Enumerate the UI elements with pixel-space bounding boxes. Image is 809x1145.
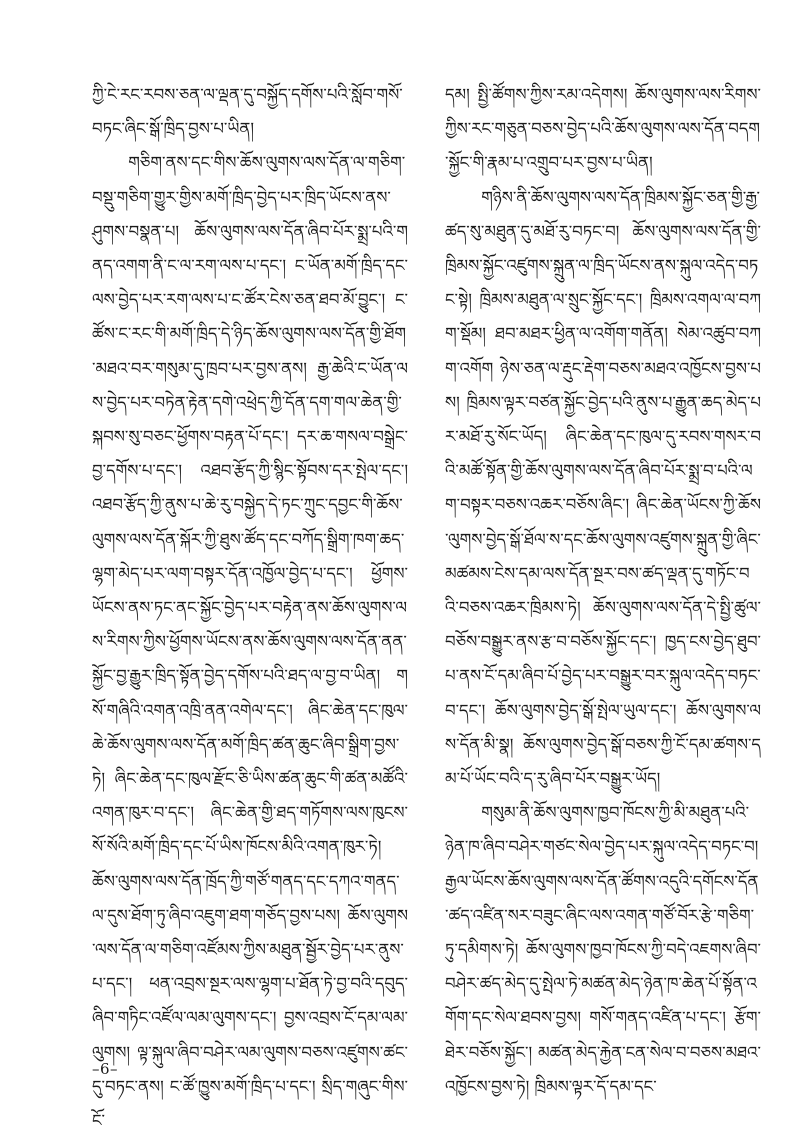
right-paragraph-2: གཉིས་ནི་ཆོས་ལུགས་ལས་དོན་ཁྲིམས་སྐྱོང་ཅན་གྱི་རྒྱ་ཚད་སུ་མཐུན་དུ་མཐོ་རུ་བཏང་བ། ཆོས་ལུགས་ལས་དོན་གྱི་ཁྲིམས་སྐྱོང་འཛུགས་སྐྲུན་ལ་ཁྲིད་ཡོངས་ནས་སྐུལ་འདེད་བཏང་སྟེ། ཁྲིམས་མཐུན་ལ་སྲུང་སྐྱོང་དང་། ཁྲིམས་འགལ་ལ་བཀག་སྡོམ། ཐབ་མཐར་ཕྱིན་ལ་འགོག་གནོན། སེམ་འཚུབ་བཀག་འགོག ཉེས་ཅན་ལ་རྡུང་རྡེག་བཅས་མཐའ་འཁྱོངས་བྱས་པས། ཁྲིམས་ལྟར་བཙན་སྐྱོང་བྱེད་པའི་ནུས་པ་རྒྱུན་ཆད་མེད་པར་མཐོ་རུ་སོང་ཡོད། ཞིང་ཆེན་དང་ཁུལ་དུ་རབས་གསར་བའི་མཚོ་སྟོན་གྱི་ཆོས་ལུགས་ལས་དོན་ཞིབ་པོར་སྨྲ་བ་པའི་ལག་བསྟར་བཅས་འཆར་བཅོས་ཞིང་། ཞིང་ཆེན་ཡོངས་ཀྱི་ཆོས་ལུགས་བྱེད་སྒོ་ཐོལ་ས་དང་ཆོས་ལུགས་འཛུགས་སྐྲུན་གྱི་ཞིང་མཚམས་ངེས་དམ་ལས་དོན་སྔར་བས་ཚད་ལྡན་དུ་གཏོང་བའི་བཅས་འཆར་ཁྲིམས་ཏེ། ཆོས་ལུགས་ལས་དོན་དེ་སྤྱི་ཚུལ་བཅོས་བསྒྱུར་ནས་རྩ་བ་བཅོས་སྐྱོང་དང་། ཁྱད་ངས་བྱེད་ཐུབ་པ་ནས་ངོ་དམ་ཞིབ་པོ་བྱེད་པར་བསྒྱུར་བར་སྐུལ་འདེད་བཏང་བ་དང་། ཆོས་ལུགས་བྱེད་སྒོ་སྤེལ་ཡུལ་དང་། ཆོས་ལུགས་ལས་དོན་མི་སྣ། ཆོས་ལུགས་བྱེད་སྒོ་བཅས་ཀྱི་ངོ་དམ་ཚགས་དམ་པོ་ཡོང་བའི་ད་རུ་ཞིབ་པོར་བསྒྱུར་ཡོད། bbox=[445, 187, 761, 789]
right-paragraph-1: དམ། སྤྱི་ཚོགས་ཀྱིས་རམ་འདེགས། ཆོས་ལུགས་ལས་རིགས་ཀྱིས་རང་གཅུན་བཅས་བྱེད་པའི་ཆོས་ལུགས་ལས་དོན་བདག་སྐྱོང་གི་རྣམ་པ་འགྲུབ་པར་བྱས་པ་ཡིན། bbox=[445, 85, 761, 173]
left-column bbox=[92, 78, 408, 1138]
left-paragraph-2: གཅིག་ནས་དང་གིས་ཆོས་ལུགས་ལས་དོན་ལ་གཅིག་བསྡུ་གཅིག་གྱུར་གྱིས་མགོ་ཁྲིད་བྱེད་པར་ཁྲིད་ཡོངས་ནས་ཤུགས་བསྣན་པ། ཆོས་ལུགས་ལས་དོན་ཞིབ་པོར་སྨྲ་པའི་གནད་འགག་ནི་ང་ལ་རག་ལས་པ་དང་། ང་ཡོན་མགོ་ཁྲིད་དང་ལས་བྱེད་པར་རག་ལས་པ་ང་ཚོར་ངེས་ཅན་ཐབ་མོ་བྱུང་། ང་ཚོས་ང་རང་གི་མགོ་ཁྲིད་དེ་ཉིད་ཆོས་ལུགས་ལས་དོན་གྱི་ཐོག་མཐའ་བར་གསུམ་དུ་ཁྲབ་པར་བྱས་ནས། རྒྱ་ཆེའི་ང་ཡོན་ལས་བྱེད་པར་བཏེན་རྟེན་དགེ་འཕྲེད་ཀྱི་དོན་དག་གལ་ཆེན་གྱི་སྐབས་སུ་བཅང་ཕྱོགས་བརྟན་པོ་དང་། དར་ཆ་གསལ་བསྒྲེང་བྱ་དགོས་པ་དང་། འཐབ་རྩོད་ཀྱི་སྙིང་སྟོབས་དར་སྤེལ་དང་། འཐབ་རྩོད་ཀྱི་ནུས་པ་ཆེ་རུ་བསྐྱེད་དེ་ཏང་ཀྲུང་དབྱང་གི་ཆོས་ལུགས་ལས་དོན་སྐོར་ཀྱི་ཐུས་ཚོད་དང་བཀོད་སྒྲིག་ཁག་ཆད་ལྷག་མེད་པར་ལག་བསྟར་དོན་འཁྱོལ་བྱེད་པ་དང་། ཕྱོགས་ཡོངས་ནས་ཏང་ནང་སྐྱོང་བྱེད་པར་བརྟེན་ནས་ཆོས་ལུགས་ལས་རིགས་ཀྱིས་ཕྱོགས་ཡོངས་ནས་ཆོས་ལུགས་ལས་དོན་ནན་སྐྱོང་བྱ་རྒྱུར་ཁྲིད་སྟོན་བྱེད་དགོས་པའི་ཐད་ལ་བྱ་བ་ཡིན། གསོ་གཞིའི་འགན་འཁྲི་ནན་འགེལ་དང་། ཞིང་ཆེན་དང་ཁུལ་ཆེ་ཆོས་ལུགས་ལས་དོན་མགོ་ཁྲིད་ཚན་ཆུང་ཞིབ་སྒྲིག་བྱས་ཏེ། ཞིང་ཆེན་དང་ཁུལ་རྫོང་ཅི་ཡིས་ཚན་ཆུང་གི་ཚན་མཚོའི་འགན་ཁུར་བ་དང་། ཞིང་ཆེན་གྱི་ཐད་གཏོགས་ལས་ཁུངས་སོ་སོའི་མགོ་ཁྲིད་དང་པོ་ཡིས་ཁོངས་མིའི་འགན་ཁུར་ཏེ། ཆོས་ལུགས་ལས་དོན་ཁྲོད་ཀྱི་གཙོ་གནད་དང་དཀའ་གནད་ལ་དུས་ཐོག་ཏུ་ཞིབ་འཇུག་ཐག་གཅོད་བྱས་པས། ཆོས་ལུགས་ལས་དོན་ལ་གཅིག་འཛོམས་ཀྱིས་མཐུན་སྦྱོར་བྱེད་པར་ནུས་པ་དང་། ཕན་འབྲས་སྔར་ལས་ལྷག་པ་ཐོན་ཏེ་བྱ་བའི་དབུད་ཞིབ་གཏིང་འཛོལ་ལམ་ལུགས་དང་། བྱས་འབྲས་ངོ་དམ་ལམ་ལུགས། ལྟ་སྐུལ་ཞིབ་བཤེར་ལམ་ལུགས་བཅས་འཛུགས་ཚང་དུ་བཏང་ནས། ང་ཚོ་ཁྱུས་མགོ་ཁྲིད་པ་དང་། སྲིད་གཞུང་གིས་ངོ་ bbox=[92, 153, 408, 1131]
right-column bbox=[445, 78, 761, 1104]
page-number: –6– bbox=[92, 1060, 119, 1078]
right-paragraph-3: གསུམ་ནི་ཆོས་ལུགས་ཁྱབ་ཁོངས་ཀྱི་མི་མཐུན་པའི་ཉེན་ཁ་ཞིབ་བཤེར་གཙང་སེལ་བྱེད་པར་སྐུལ་འདེད་བཏང་བ། རྒྱལ་ཡོངས་ཆོས་ལུགས་ལས་དོན་ཚོགས་འདུའི་དགོངས་དོན་ཚད་འཛིན་སར་བཟུང་ཞིང་ལས་འགན་གཙོ་བོར་རྩེ་གཅིག་ཏུ་དམིགས་ཏེ། ཆོས་ལུགས་ཁྱབ་ཁོངས་ཀྱི་བདེ་འཇགས་ཞིབ་བཤེར་ཚད་མེད་དུ་སྤེལ་ཏེ་མཚན་མེད་ཉེན་ཁ་ཆེན་པོ་སྟོན་འགོག་དང་སེལ་ཐབས་བྱས། གསོ་གནད་འཛིན་པ་དང་། རྩོག་ཐེར་བཅོས་སྐྱོང་། མཚན་མེད་རྐྱེན་ངན་སེལ་བ་བཅས་མཐའ་འཁྱོངས་བྱས་ཏེ། ཁྲིམས་ལྟར་དོ་དམ་དང་ bbox=[445, 803, 761, 1096]
left-paragraph-1: ཀྱི་ངེ་རང་རབས་ཅན་ལ་ལྡན་དུ་བསྐྱོད་དགོས་པའི་སློབ་གསོ་བཏང་ཞིང་སྒོ་ཁྲིད་བྱས་པ་ཡིན། bbox=[92, 85, 403, 139]
